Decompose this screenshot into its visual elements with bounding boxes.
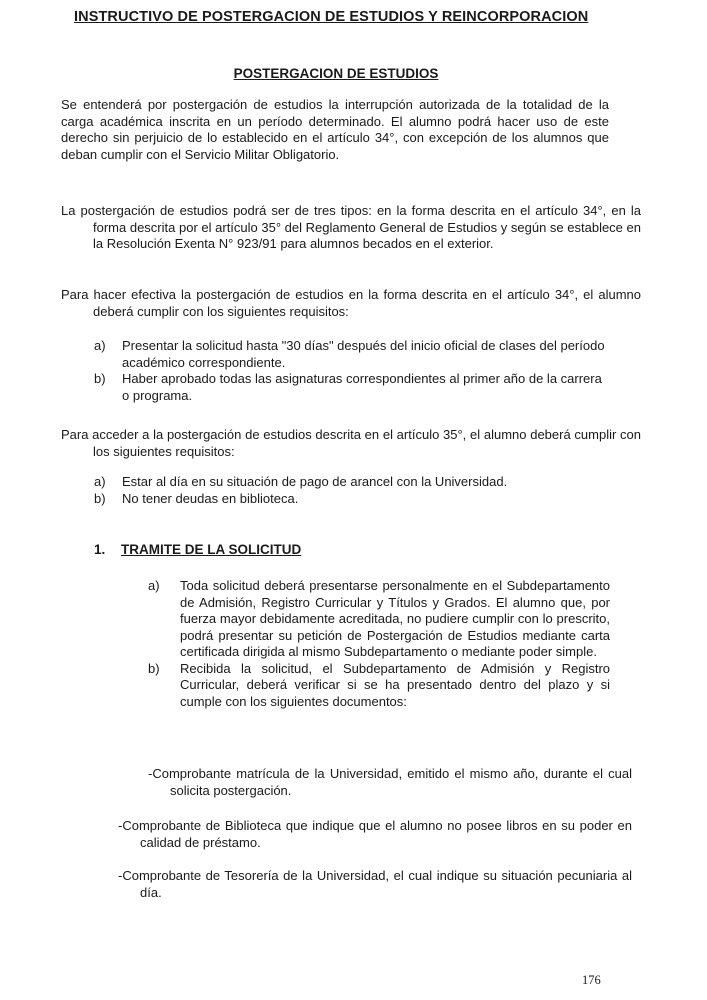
list-item-label: b) [94,490,106,506]
list-item-text: Recibida la solicitud, el Subdepartamento de Admisión y Registro Curricular, deberá verificar si se ha presentado dentro del plazo y si cumple con los siguientes documentos: [180,660,610,709]
page-number: 176 [582,973,601,987]
list-item-text: No tener deudas en biblioteca. [122,490,299,506]
list-item-text: Presentar la solicitud hasta "30 días" después del inicio oficial de clases del período académico correspondiente. [122,338,605,370]
list-item-label: a) [94,474,106,489]
list-item-text: Estar al día en su situación de pago de arancel con la Universidad. [122,474,508,489]
list-item [94,491,610,508]
paragraph-definition: Se entenderá por postergación de estudios la interrupción autorizada de la totalidad de la carga académica inscrita en un período determinado. El alumno podrá hacer uso de este derecho sin perjuicio de lo establecido en el artículo 34°, con excepción de los alumnos que deban cumplir con el Servicio Militar Obligatorio. [61,97,609,162]
paragraph-types: La postergación de estudios podrá ser de tres tipos: en la forma descrita en el artículo 34°, en la forma descrita por el artículo 35° del Reglamento General de Estudios y según se establece en la Resolución Exenta N° 923/91 para alumnos becados en el exterior. [61,203,641,251]
section-title: POSTERGACION DE ESTUDIOS [233,66,439,81]
list-item-label: b) [148,660,160,676]
list-item [94,371,610,404]
heading-text: TRAMITE DE LA SOLICITUD [121,542,302,557]
list-item-text: Toda solicitud deberá presentarse personalmente en el Subdepartamento de Admisión, Registro Curricular y Títulos y Grados. El alumno que, por fuerza mayor debidamente acreditada, no pudiere cumplir con lo prescrito, podrá presentar su petición de Postergación de Estudios mediante carta certificada dirigida al mismo Subdepartamento o mediante poder simple. [180,578,610,659]
list-item [148,578,610,661]
list-item-label: a) [148,578,160,593]
list-item-text: Haber aprobado todas las asignaturas correspondientes al primer año de la carrera o programa. [122,371,602,403]
document-requirement: -Comprobante de Tesorería de la Universidad, el cual indique su situación pecuniaria al día. [118,868,632,900]
list-item-label: a) [94,338,106,353]
heading-number: 1. [94,542,106,557]
tramite-items-list [148,578,610,710]
list-item [94,338,610,371]
list-item-label: b) [94,371,106,386]
list-item [94,474,610,491]
requirements-list-34 [94,338,610,404]
document-requirement: -Comprobante matrícula de la Universidad, emitido el mismo año, durante el cual solicita postergación. [148,766,632,798]
document-title: INSTRUCTIVO DE POSTERGACION DE ESTUDIOS Y REINCORPORACION [74,9,589,25]
list-item [148,661,610,711]
paragraph-article-35: Para acceder a la postergación de estudios descrita en el artículo 35°, el alumno deberá cumplir con los siguientes requisitos: [61,427,641,459]
requirements-list-35 [94,474,610,507]
tramite-heading [94,542,301,557]
document-requirement: -Comprobante de Biblioteca que indique que el alumno no posee libros en su poder en calidad de préstamo. [118,818,632,850]
paragraph-article-34: Para hacer efectiva la postergación de estudios en la forma descrita en el artículo 34°, el alumno deberá cumplir con los siguientes requisitos: [61,287,641,319]
